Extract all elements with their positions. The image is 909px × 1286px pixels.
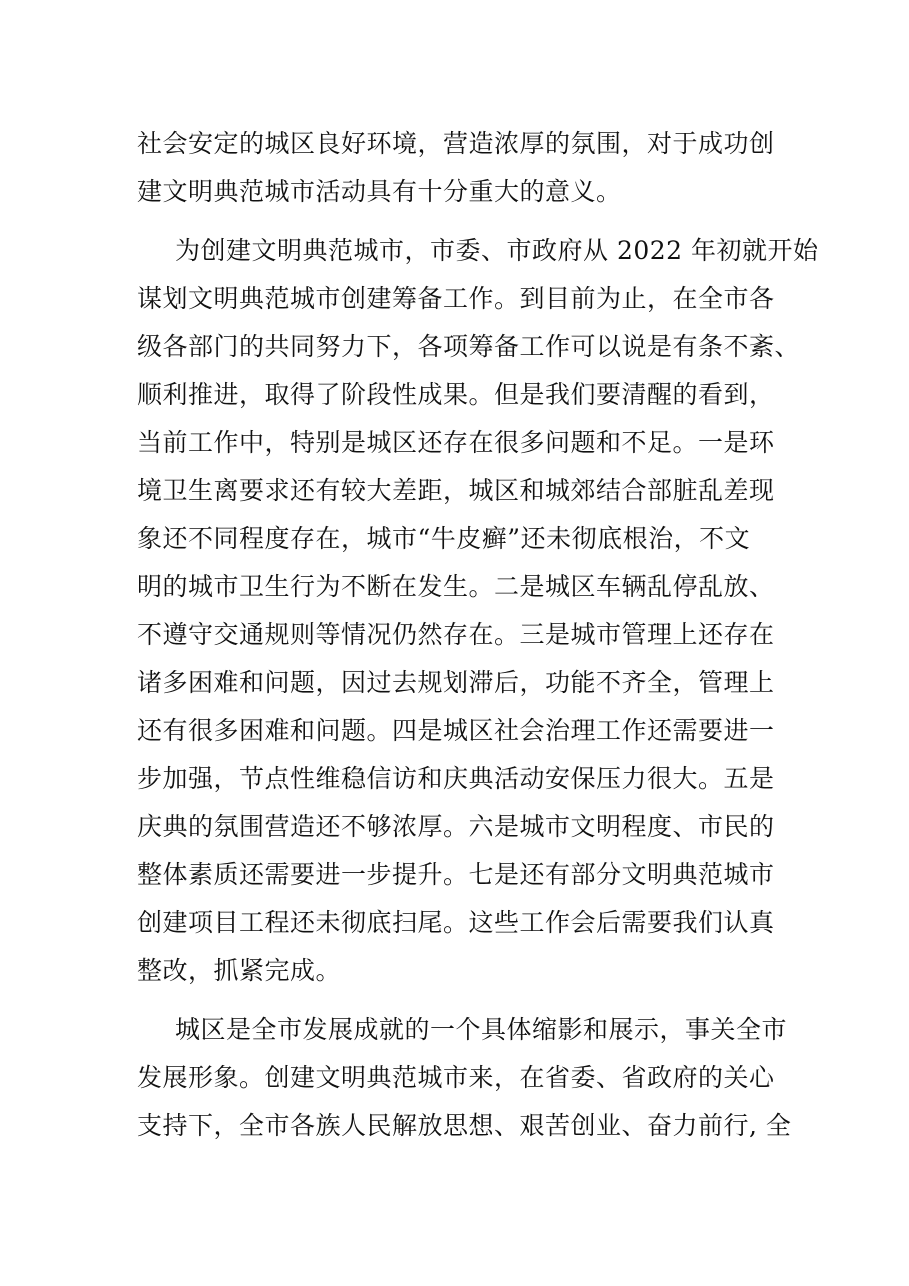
paragraph-2-line-1: 为创建文明典范城市，市委、市政府从 2022 年初就开始	[175, 236, 819, 265]
paragraph-2-line-6: 境卫生离要求还有较大差距，城区和城郊结合部脏乱差现	[137, 476, 775, 505]
paragraph-2-line-2: 谋划文明典范城市创建筹备工作。到目前为止，在全市各	[137, 284, 775, 313]
paragraph-2-line-3: 级各部门的共同努力下，各项筹备工作可以说是有条不紊、	[137, 332, 801, 361]
paragraph-2-line-5: 当前工作中，特别是城区还存在很多问题和不足。一是环	[137, 428, 775, 457]
paragraph-1-line-1: 社会安定的城区良好环境，营造浓厚的氛围，对于成功创	[137, 129, 775, 158]
paragraph-2-line-13: 庆典的氛围营造还不够浓厚。六是城市文明程度、市民的	[137, 812, 775, 841]
paragraph-2-line-9: 不遵守交通规则等情况仍然存在。三是城市管理上还存在	[137, 620, 775, 649]
paragraph-2-line-15: 创建项目工程还未彻底扫尾。这些工作会后需要我们认真	[137, 908, 775, 937]
paragraph-2-line-14: 整体素质还需要进一步提升。七是还有部分文明典范城市	[137, 860, 775, 889]
paragraph-2-line-10: 诸多困难和问题，因过去规划滞后，功能不齐全，管理上	[137, 668, 775, 697]
paragraph-2-line-16: 整改，抓紧完成。	[137, 956, 342, 985]
paragraph-2-line-11: 还有很多困难和问题。四是城区社会治理工作还需要进一	[137, 716, 775, 745]
paragraph-1-line-2: 建文明典范城市活动具有十分重大的意义。	[137, 177, 622, 206]
paragraph-2-line-8: 明的城市卫生行为不断在发生。二是城区车辆乱停乱放、	[137, 572, 775, 601]
paragraph-2-line-4: 顺利推进，取得了阶段性成果。但是我们要清醒的看到，	[137, 380, 775, 409]
paragraph-2-line-12: 步加强，节点性维稳信访和庆典活动安保压力很大。五是	[137, 764, 775, 793]
paragraph-2-line-7: 象还不同程度存在，城市“牛皮癣”还未彻底根治，不文	[137, 524, 751, 553]
paragraph-3-line-3: 支持下，全市各族人民解放思想、艰苦创业、奋力前行, 全	[137, 1111, 792, 1140]
paragraph-3-line-2: 发展形象。创建文明典范城市来，在省委、省政府的关心	[137, 1063, 775, 1092]
paragraph-3-line-1: 城区是全市发展成就的一个具体缩影和展示，事关全市	[175, 1015, 788, 1044]
